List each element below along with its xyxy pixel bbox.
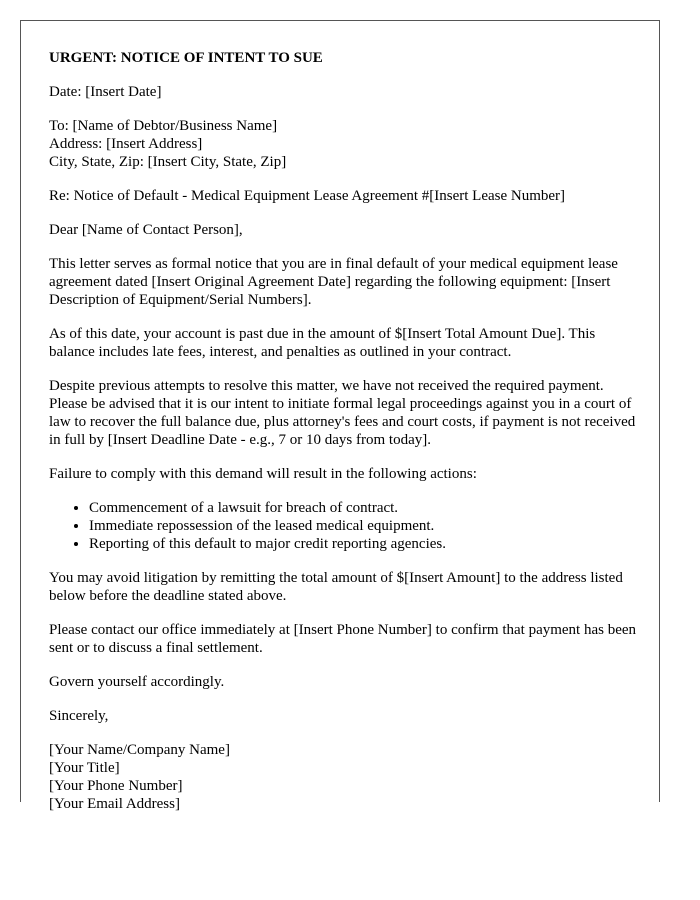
body-paragraph-amount: As of this date, your account is past due in the amount of $[Insert Total Amount Due]. This balance includes late fees, interest, and penalties as outlined in your contract. [49,326,596,360]
closing-paragraph-remit: You may avoid litigation by remitting the total amount of $[Insert Amount] to the address listed below before the deadline stated above. [49,570,623,604]
signature-block [49,741,639,813]
salutation: Dear [Name of Contact Person], [49,222,243,238]
signature-phone: [Your Phone Number] [49,778,183,794]
list-item: • Reporting of this default to major credit reporting agencies. [89,535,639,553]
body-paragraph-failure: Failure to comply with this demand will result in the following actions: [49,466,477,482]
recipient-address: Address: [Insert Address] [49,136,203,152]
list-item: • Immediate repossession of the leased medical equipment. [89,517,639,535]
list-item: • Commencement of a lawsuit for breach of contract. [89,499,639,517]
sign-off: Sincerely, [49,708,109,724]
letter-title: URGENT: NOTICE OF INTENT TO SUE [49,50,323,66]
date-line: Date: [Insert Date] [49,84,162,100]
signature-email: [Your Email Address] [49,796,180,812]
actions-list [49,499,639,553]
letter-page [20,20,660,812]
body-paragraph-intent: Despite previous attempts to resolve this matter, we have not received the required payment. Please be advised that it is our intent to initiate formal legal proceedings against you in a court of law to recover the full balance due, plus attorney's fees and court costs, if payment is not received in full by [Insert Deadline Date - e.g., 7 or 10 days from today]. [49,378,636,448]
recipient-block [49,117,639,171]
recipient-city: City, State, Zip: [Insert City, State, Zip] [49,154,287,170]
closing-paragraph-govern: Govern yourself accordingly. [49,674,225,690]
recipient-name: To: [Name of Debtor/Business Name] [49,118,278,134]
re-line: Re: Notice of Default - Medical Equipment Lease Agreement #[Insert Lease Number] [49,188,566,204]
signature-name: [Your Name/Company Name] [49,742,230,758]
signature-title: [Your Title] [49,760,120,776]
letter-content [49,49,639,829]
body-paragraph-default: This letter serves as formal notice that you are in final default of your medical equipment lease agreement dated [Insert Original Agreement Date] regarding the following equipment: [Insert Description of Equipment/Serial Numbers]. [49,256,618,308]
closing-paragraph-contact: Please contact our office immediately at [Insert Phone Number] to confirm that payment has been sent or to discuss a final settlement. [49,622,637,656]
